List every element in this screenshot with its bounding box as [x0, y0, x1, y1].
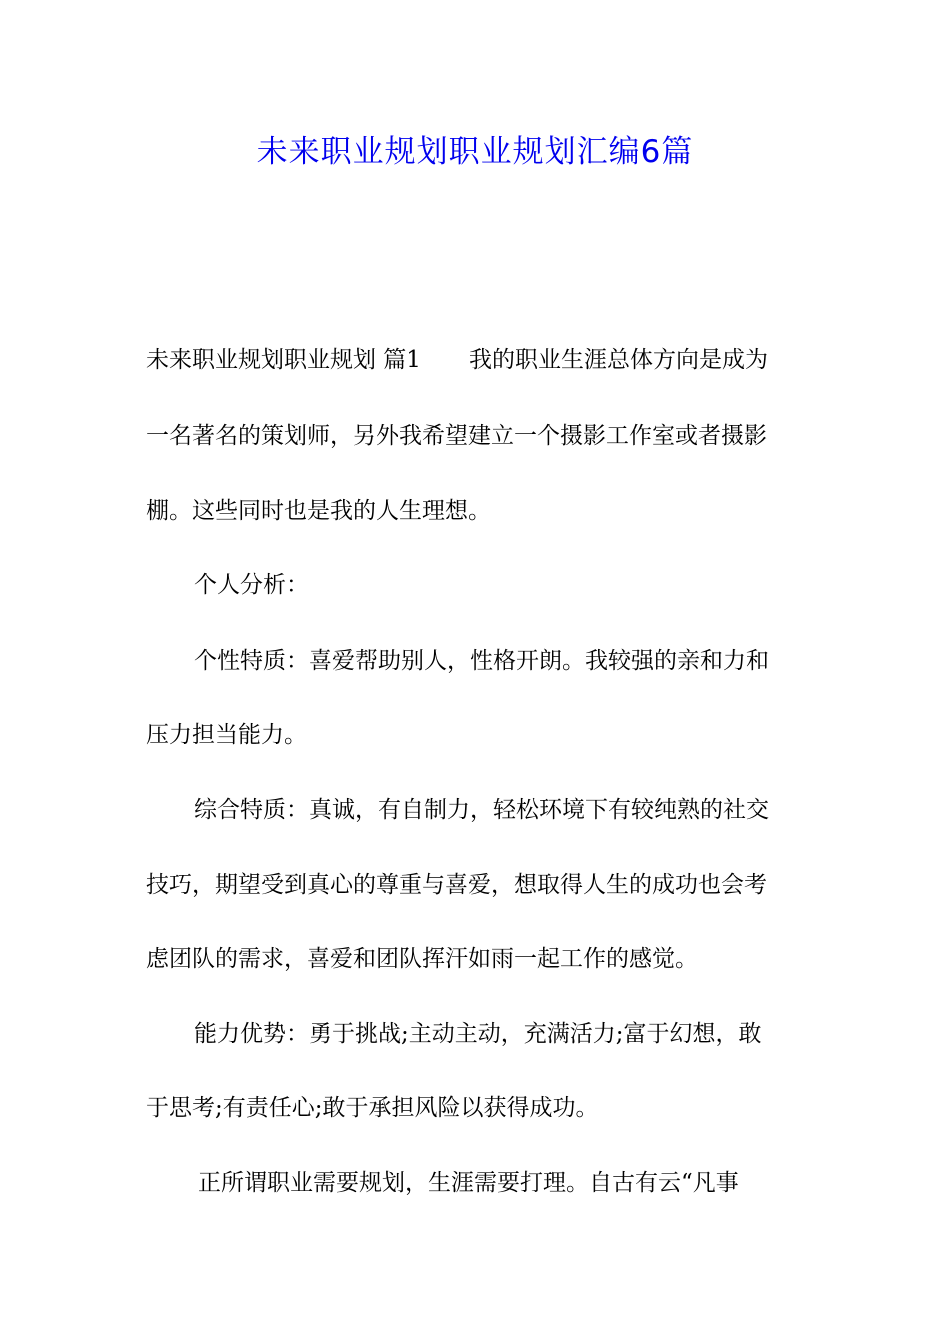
- document-title: 未来职业规划职业规划汇编6篇: [256, 134, 694, 170]
- paragraph-line-6: 压力担当能力。: [146, 722, 307, 748]
- paragraph-line-2: 一名著名的策划师，另外我希望建立一个摄影工作室或者摄影: [146, 423, 767, 449]
- paragraph-line-12: 正所谓职业需要规划，生涯需要打理。自古有云“凡事: [198, 1170, 739, 1196]
- paragraph-line-5: 个性特质：喜爱帮助别人，性格开朗。我较强的亲和力和: [194, 648, 769, 674]
- paragraph-line-3: 棚。这些同时也是我的人生理想。: [146, 498, 491, 524]
- section-heading: 未来职业规划职业规划 篇1: [146, 347, 421, 373]
- subheading-personal-analysis: 个人分析：: [194, 572, 309, 598]
- line-text: 我的职业生涯总体方向是成为: [468, 347, 768, 373]
- paragraph-line-10: 能力优势：勇于挑战;主动主动，充满活力;富于幻想，敢: [194, 1021, 762, 1047]
- paragraph-line-8: 技巧，期望受到真心的尊重与喜爱，想取得人生的成功也会考: [146, 872, 767, 898]
- paragraph-line-1: [146, 343, 806, 377]
- paragraph-line-11: 于思考;有责任心;敢于承担风险以获得成功。: [146, 1095, 599, 1121]
- paragraph-line-7: 综合特质：真诚，有自制力，轻松环境下有较纯熟的社交: [194, 797, 769, 823]
- paragraph-line-9: 虑团队的需求，喜爱和团队挥汗如雨一起工作的感觉。: [146, 946, 698, 972]
